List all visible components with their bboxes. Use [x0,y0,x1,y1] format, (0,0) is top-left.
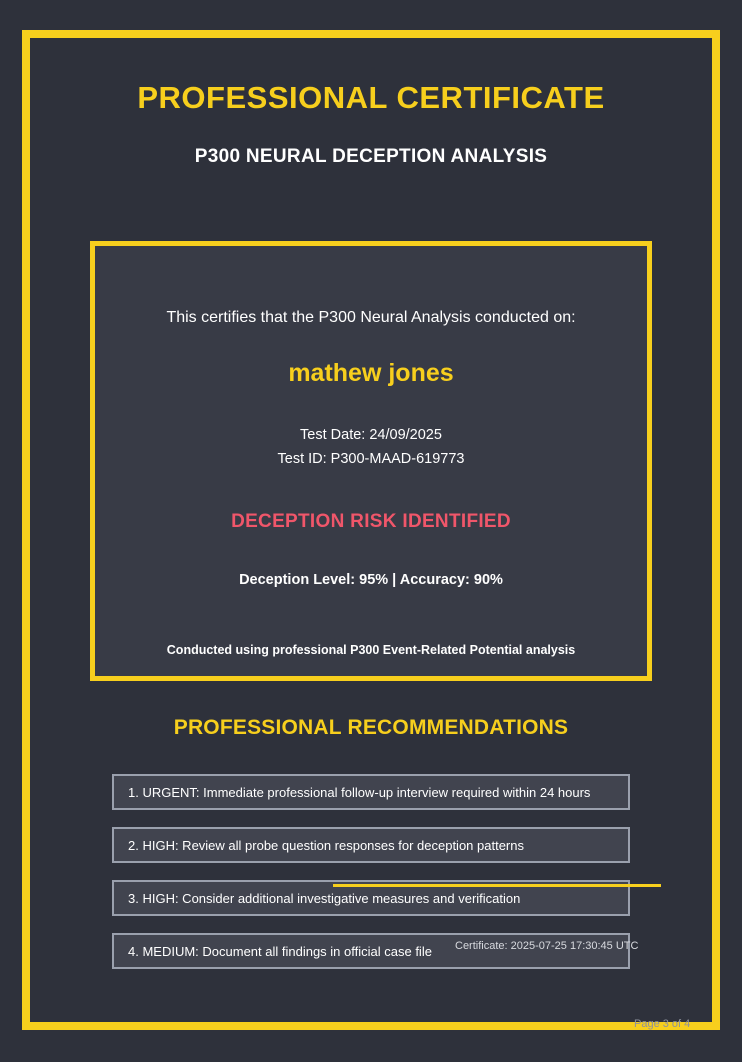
conducted-note: Conducted using professional P300 Event-Related Potential analysis [166,642,576,657]
page-title: PROFESSIONAL CERTIFICATE [137,80,605,115]
test-id: Test ID: P300-MAAD-619773 [277,450,465,467]
list-item: 3. HIGH: Consider additional investigative measures and verification [112,880,630,916]
recommendations-heading: PROFESSIONAL RECOMMENDATIONS [173,716,569,739]
page-subtitle: P300 NEURAL DECEPTION ANALYSIS [194,146,548,167]
page-number: Page 3 of 4 [634,1018,691,1030]
list-item: 1. URGENT: Immediate professional follow-up interview required within 24 hours [112,774,630,810]
deception-accuracy-levels: Deception Level: 95% | Accuracy: 90% [239,571,503,588]
list-item: 4. MEDIUM: Document all findings in official case file [112,933,630,969]
certificate-panel [90,241,652,681]
list-item: 2. HIGH: Review all probe question responses for deception patterns [112,827,630,863]
test-meta [115,424,627,472]
certificate-stamp: Certificate: 2025-07-25 17:30:45 UTC [455,940,639,952]
certifies-text: This certifies that the P300 Neural Analysis conducted on: [166,309,576,326]
certificate-content [30,38,712,1022]
accent-divider [333,884,661,887]
test-date: Test Date: 24/09/2025 [300,427,442,443]
subject-name: mathew jones [288,359,454,387]
risk-status-banner: DECEPTION RISK IDENTIFIED [231,510,511,532]
